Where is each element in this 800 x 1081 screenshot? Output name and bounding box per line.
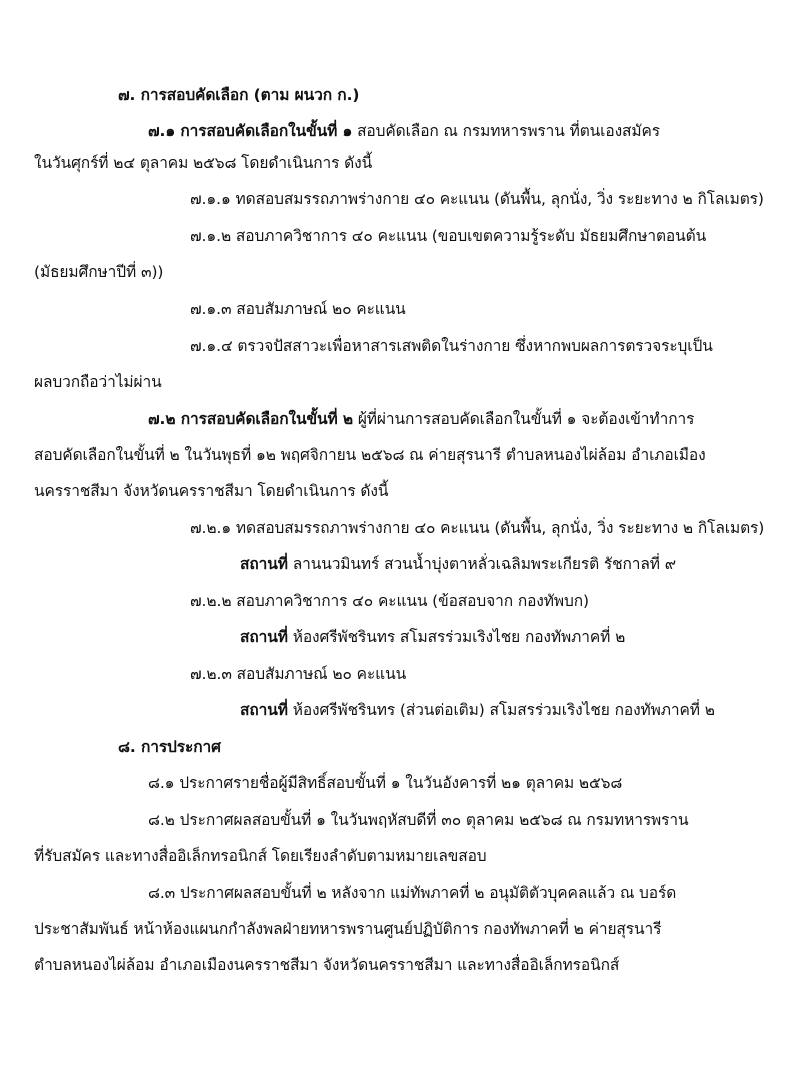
place-text: ลานนวมินทร์ สวนน้ำบุ่งตาหลั่วเฉลิมพระเกียรติ รัชกาลที่ ๙ [292, 555, 676, 573]
section-7-2-3-place [240, 699, 715, 721]
place-label: สถานที่ [240, 701, 288, 719]
section-8-heading: ๘. การประกาศ [118, 738, 221, 756]
section-7-1-1: ๗.๑.๑ ทดสอบสมรรถภาพร่างกาย ๔๐ คะแนน (ดันพื้น, ลุกนั่ง, วิ่ง ระยะทาง ๒ กิโลเมตร) [190, 190, 764, 208]
section-7-2-3: ๗.๒.๓ สอบสัมภาษณ์ ๒๐ คะแนน [190, 665, 407, 683]
section-7-1-title: ๗.๑ การสอบคัดเลือกในขั้นที่ ๑ [148, 122, 353, 140]
place-label: สถานที่ [240, 628, 288, 646]
section-7-heading: ๗. การสอบคัดเลือก (ตาม ผนวก ก.) [118, 86, 360, 104]
section-7-1-3: ๗.๑.๓ สอบสัมภาษณ์ ๒๐ คะแนน [190, 300, 406, 318]
section-7-2-2: ๗.๒.๒ สอบภาควิชาการ ๔๐ คะแนน (ข้อสอบจาก กองทัพบก) [190, 592, 589, 610]
section-8-3-line-3: ตำบลหนองไผ่ล้อม อำเภอเมืองนครราชสีมา จังหวัดนครราชสีมา และทางสื่ออิเล็กทรอนิกส์ [34, 956, 620, 974]
section-7-1-2-line-2: (มัธยมศึกษาปีที่ ๓)) [34, 263, 164, 281]
section-7-2-2-place [240, 626, 625, 648]
section-7-2-1-place [240, 553, 676, 575]
section-7-1-line-2: ในวันศุกร์ที่ ๒๔ ตุลาคม ๒๕๖๘ โดยดำเนินการ ดังนี้ [34, 154, 373, 172]
section-7-1-4-line-1: ๗.๑.๔ ตรวจปัสสาวะเพื่อหาสารเสพติดในร่างกาย ซึ่งหากพบผลการตรวจระบุเป็น [190, 337, 713, 355]
section-7-2-1: ๗.๒.๑ ทดสอบสมรรถภาพร่างกาย ๔๐ คะแนน (ดันพื้น, ลุกนั่ง, วิ่ง ระยะทาง ๒ กิโลเมตร) [190, 519, 765, 537]
place-text: ห้องศรีพัชรินทร สโมสรร่วมเริงไชย กองทัพภาคที่ ๒ [292, 628, 626, 646]
section-7-1-4-line-2: ผลบวกถือว่าไม่ผ่าน [34, 373, 162, 391]
section-8-2-line-2: ที่รับสมัคร และทางสื่ออิเล็กทรอนิกส์ โดยเรียงลำดับตามหมายเลขสอบ [34, 847, 487, 865]
section-7-2-line-2: สอบคัดเลือกในขั้นที่ ๒ ในวันพุธที่ ๑๒ พฤศจิกายน ๒๕๖๘ ณ ค่ายสุรนารี ตำบลหนองไผ่ล้อม อำเภอเมือง [34, 446, 706, 464]
section-8-3-line-2: ประชาสัมพันธ์ หน้าห้องแผนกกำลังพลฝ่ายทหารพรานศูนย์ปฏิบัติการ กองทัพภาคที่ ๒ ค่ายสุรนารี [34, 920, 662, 938]
section-8-2-line-1: ๘.๒ ประกาศผลสอบขั้นที่ ๑ ในวันพฤหัสบดีที่ ๓๐ ตุลาคม ๒๕๖๘ ณ กรมทหารพราน [148, 811, 689, 829]
section-8-1: ๘.๑ ประกาศรายชื่อผู้มีสิทธิ์สอบขั้นที่ ๑ ในวันอังคารที่ ๒๑ ตุลาคม ๒๕๖๘ [148, 774, 623, 792]
section-7-1-2-line-1: ๗.๑.๒ สอบภาควิชาการ ๔๐ คะแนน (ขอบเขตความรู้ระดับ มัธยมศึกษาตอนต้น [190, 227, 707, 245]
place-label: สถานที่ [240, 555, 288, 573]
section-7-2-title: ๗.๒ การสอบคัดเลือกในขั้นที่ ๒ [148, 410, 353, 428]
section-7-2-line-3: นครราชสีมา จังหวัดนครราชสีมา โดยดำเนินการ ดังนี้ [34, 482, 389, 500]
section-7-2-line-1 [148, 408, 694, 430]
place-text: ห้องศรีพัชรินทร (ส่วนต่อเติม) สโมสรร่วมเริงไชย กองทัพภาคที่ ๒ [292, 701, 715, 719]
section-7-1-text: สอบคัดเลือก ณ กรมทหารพราน ที่ตนเองสมัคร [357, 122, 661, 140]
section-8-3-line-1: ๘.๓ ประกาศผลสอบขั้นที่ ๒ หลังจาก แม่ทัพภาคที่ ๒ อนุมัติตัวบุคคลแล้ว ณ บอร์ด [148, 884, 677, 902]
section-7-2-text: ผู้ที่ผ่านการสอบคัดเลือกในขั้นที่ ๑ จะต้องเข้าทำการ [357, 410, 695, 428]
section-7-1-line-1 [148, 120, 660, 142]
